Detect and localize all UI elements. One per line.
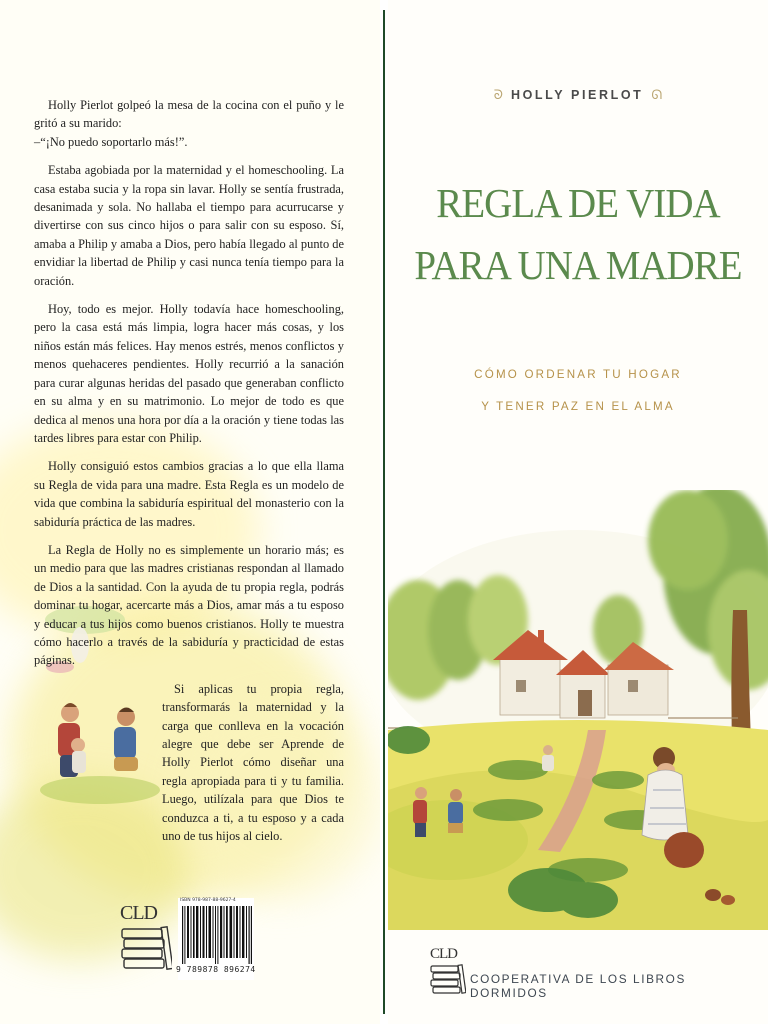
back-paragraph: Estaba agobiada por la maternidad y el homeschooling. La casa estaba sucia y la ropa sin lavar. Holly se sentía frustrada, desanimada y sola. No hallaba el tiempo para acurrucarse y divertirse con sus cinco hijos o para salir con su esposo. Sí, amaba a Philip y amaba a Dios, pero había llegado al punto de envidiar la libertad de Philip y casi nunca tenía tiempo para la oración.: [34, 163, 344, 288]
publisher-logo: [120, 902, 172, 984]
publisher-name: COOPERATIVA DE LOS LIBROS DORMIDOS: [470, 972, 686, 1000]
publisher-logo: [430, 946, 466, 1004]
back-paragraph: Holly consiguió estos cambios gracias a lo que ella llama su Regla de vida para una madre. Esta Regla es un modelo de vida que combina la sabiduría espiritual del monasterio con la sabiduría práctica de las madres.: [34, 459, 344, 529]
subtitle-line-1: CÓMO ORDENAR TU HOGAR: [474, 368, 682, 381]
isbn-number: 9 789878 896274: [176, 965, 256, 974]
title-line-2: PARA UNA MADRE: [414, 242, 742, 288]
back-paragraph: Holly Pierlot golpeó la mesa de la cocina con el puño y le gritó a su marido:: [34, 98, 344, 131]
ornament-swirl-icon: ᘐ: [493, 87, 503, 102]
subtitle-line-2: Y TENER PAZ EN EL ALMA: [481, 400, 675, 413]
isbn-label: ISBN 978-987-88-9627-4: [180, 898, 236, 903]
front-cover: [388, 0, 768, 1024]
garden-illustration: [388, 490, 768, 930]
ornament-swirl-icon: ᘏ: [651, 87, 663, 102]
back-paragraph: La Regla de Holly no es simplemente un horario más; es un medio para que las madres cristianas respondan al llamado de Dios a la santidad. Con la ayuda de tu propia regla, podrás dominar tu hogar, acercarte más a Dios, amar más a tu esposo y educar a tus hijos como buenos cristianos. Holly te muestra cómo hacerlo a través de la sabiduría y practicidad de estas páginas.: [34, 542, 344, 668]
spine: [380, 0, 388, 1024]
books-icon: [120, 925, 172, 979]
author-name: HOLLY PIERLOT: [510, 88, 644, 102]
back-cover-text: [34, 96, 344, 855]
logo-text: CLD: [430, 946, 457, 962]
author-row: [388, 86, 768, 104]
logo-text: CLD: [120, 902, 157, 924]
barcode: [182, 906, 252, 964]
back-paragraph: Hoy, todo es mejor. Holly todavía hace homeschooling, pero la casa está más limpia, logra hacer más cosas, y los niños están más felices. Hay menos estrés, menos conflictos y menos quehaceres pendientes. Holly recurrió a la sanación para curar algunas heridas del pasado que generaban conflicto en su alma y en su matrimonio. Lo mejor de todo es que dedica al menos una hora por día a la oración y tiene todas las tardes libres para estar con Philip.: [34, 302, 344, 445]
back-cover: [0, 0, 380, 1024]
title-line-1: REGLA DE VIDA: [436, 180, 720, 226]
back-paragraph: –“¡No puedo soportarlo más!”.: [34, 134, 188, 149]
books-icon: [430, 963, 466, 999]
back-paragraph: Si aplicas tu propia regla, transformarás la maternidad y la carga que conlleva en la vocación alegre que debe ser Aprende de Holly Pierlot cómo diseñar una regla apropiada para ti y tu familia. Luego, utilízala para que Dios te conduzca a ti, a tu esposo y a cada uno de tus hijos al cielo.: [162, 681, 344, 844]
spine-line: [383, 10, 385, 1014]
